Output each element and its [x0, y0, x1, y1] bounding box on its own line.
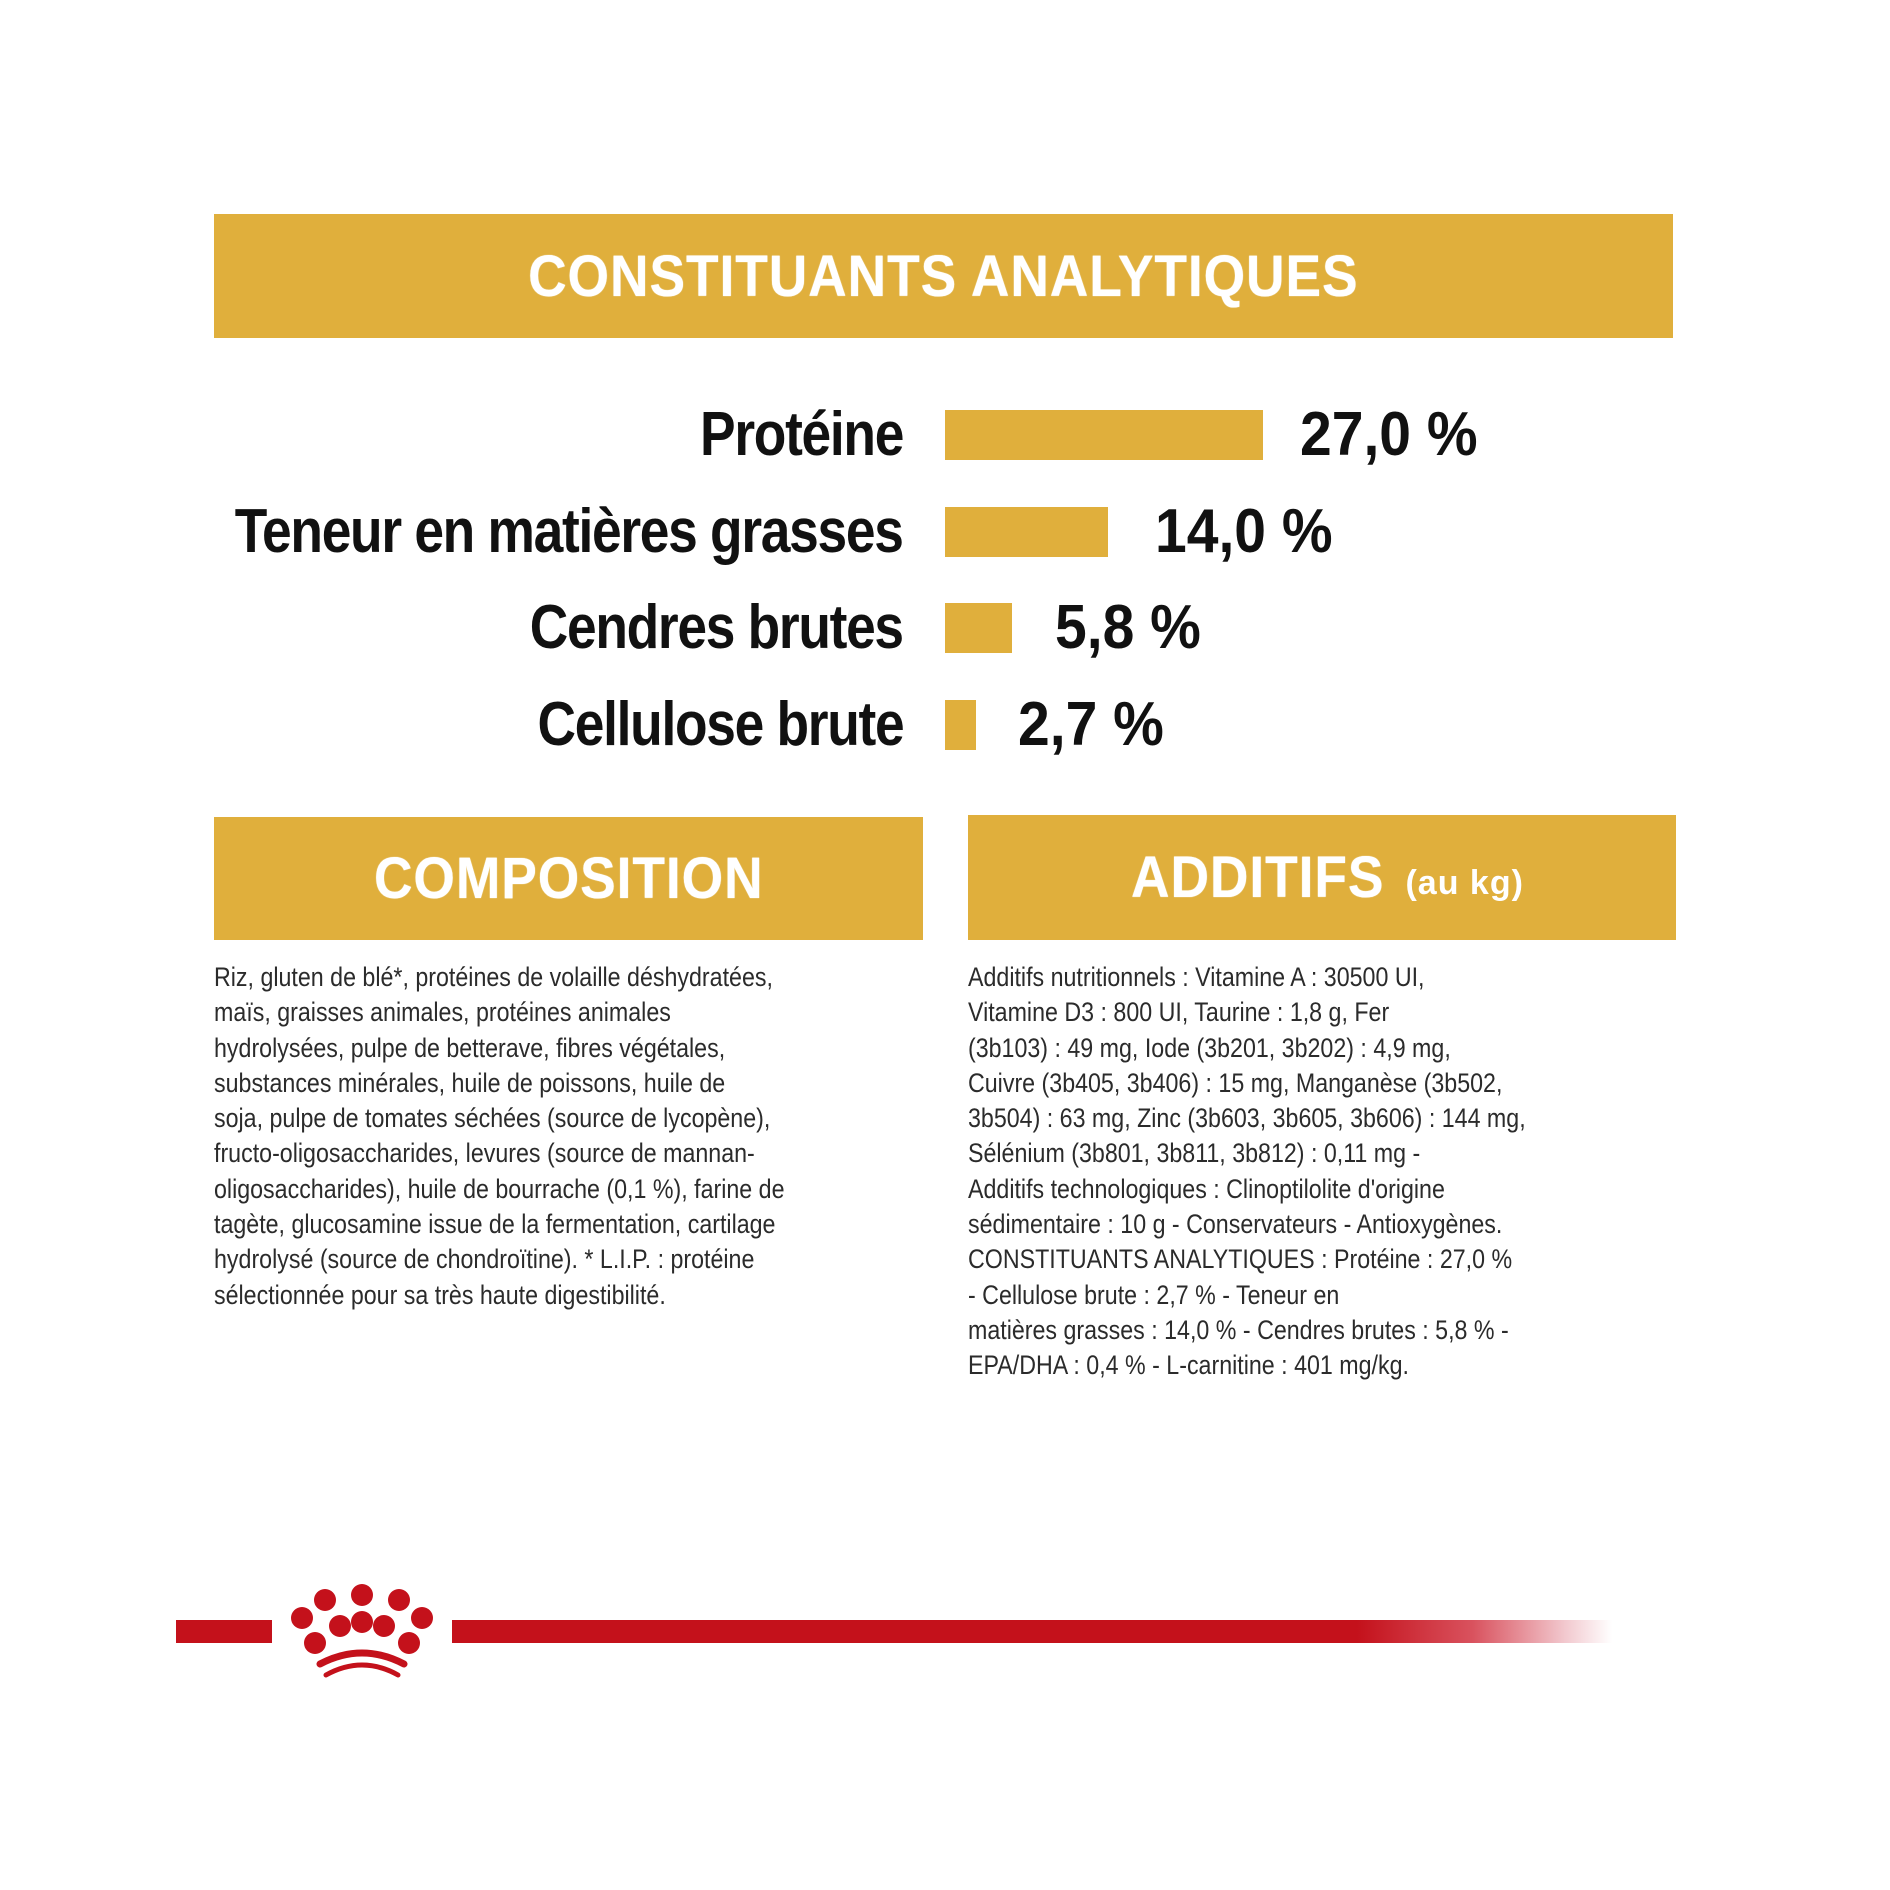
row-value: 5,8 %: [1055, 593, 1201, 662]
additifs-title: ADDITIFS: [1131, 845, 1385, 910]
additifs-line: CONSTITUANTS ANALYTIQUES : Protéine : 27,0 %: [968, 1244, 1513, 1275]
composition-line: sélectionnée pour sa très haute digestibilité.: [214, 1279, 666, 1310]
composition-header-band: [214, 817, 923, 940]
additifs-line: Cuivre (3b405, 3b406) : 15 mg, Manganèse (3b502,: [968, 1067, 1503, 1098]
additifs-line: matières grasses : 14,0 % - Cendres brutes : 5,8 % -: [968, 1314, 1509, 1345]
additifs-line: Sélénium (3b801, 3b811, 3b812) : 0,11 mg -: [968, 1138, 1421, 1169]
additifs-line: EPA/DHA : 0,4 % - L-carnitine : 401 mg/kg.: [968, 1350, 1409, 1381]
additifs-line: sédimentaire : 10 g - Conservateurs - Antioxygènes.: [968, 1209, 1503, 1240]
additifs-line: Vitamine D3 : 800 UI, Taurine : 1,8 g, Fer: [968, 997, 1390, 1028]
composition-line: fructo-oligosaccharides, levures (source de mannan-: [214, 1138, 755, 1169]
additifs-subtitle: (au kg): [1405, 864, 1524, 902]
row-value: 14,0 %: [1155, 497, 1333, 566]
bar-protein: [945, 410, 1263, 460]
bar-ash: [945, 603, 1012, 653]
additifs-line: - Cellulose brute : 2,7 % - Teneur en: [968, 1279, 1340, 1310]
additifs-text: [968, 960, 1682, 1384]
additifs-line: 3b504) : 63 mg, Zinc (3b603, 3b605, 3b606) : 144 mg,: [968, 1103, 1526, 1134]
bar-fat: [945, 507, 1108, 557]
footer-red-line-left: [176, 1620, 272, 1643]
additifs-line: Additifs technologiques : Clinoptilolite d'origine: [968, 1173, 1445, 1204]
composition-line: Riz, gluten de blé*, protéines de volaille déshydratées,: [214, 962, 773, 992]
bar-fiber: [945, 700, 976, 750]
row-value: 27,0 %: [1300, 400, 1478, 469]
composition-line: substances minérales, huile de poissons, huile de: [214, 1067, 726, 1098]
composition-line: oligosaccharides), huile de bourrache (0,1 %), farine de: [214, 1173, 785, 1204]
crown-logo-icon: [280, 1580, 445, 1690]
composition-line: hydrolysé (source de chondroïtine). * L.I.P. : protéine: [214, 1244, 755, 1275]
composition-text: [214, 960, 962, 1313]
analytics-title: CONSTITUANTS ANALYTIQUES: [528, 243, 1359, 309]
composition-line: tagète, glucosamine issue de la fermentation, cartilage: [214, 1209, 776, 1240]
footer-red-line-right: [452, 1620, 1612, 1643]
row-label: Teneur en matières grasses: [235, 497, 903, 566]
row-value: 2,7 %: [1018, 690, 1164, 759]
additifs-line: Additifs nutritionnels : Vitamine A : 30500 UI,: [968, 962, 1425, 992]
row-label: Cendres brutes: [529, 593, 903, 662]
composition-line: hydrolysées, pulpe de betterave, fibres végétales,: [214, 1032, 726, 1063]
chart-row-protein: [0, 400, 1890, 470]
row-label: Cellulose brute: [537, 690, 903, 759]
additifs-line: (3b103) : 49 mg, Iode (3b201, 3b202) : 4,9 mg,: [968, 1032, 1451, 1063]
chart-row-ash: [0, 593, 1890, 663]
additifs-header-band: [968, 815, 1676, 940]
composition-line: maïs, graisses animales, protéines animales: [214, 997, 671, 1028]
row-label: Protéine: [699, 400, 903, 469]
chart-row-fiber: [0, 690, 1890, 760]
chart-row-fat: [0, 497, 1890, 567]
analytics-header-band: [214, 214, 1673, 338]
composition-line: soja, pulpe de tomates séchées (source de lycopène),: [214, 1103, 771, 1134]
composition-title: COMPOSITION: [373, 846, 764, 911]
